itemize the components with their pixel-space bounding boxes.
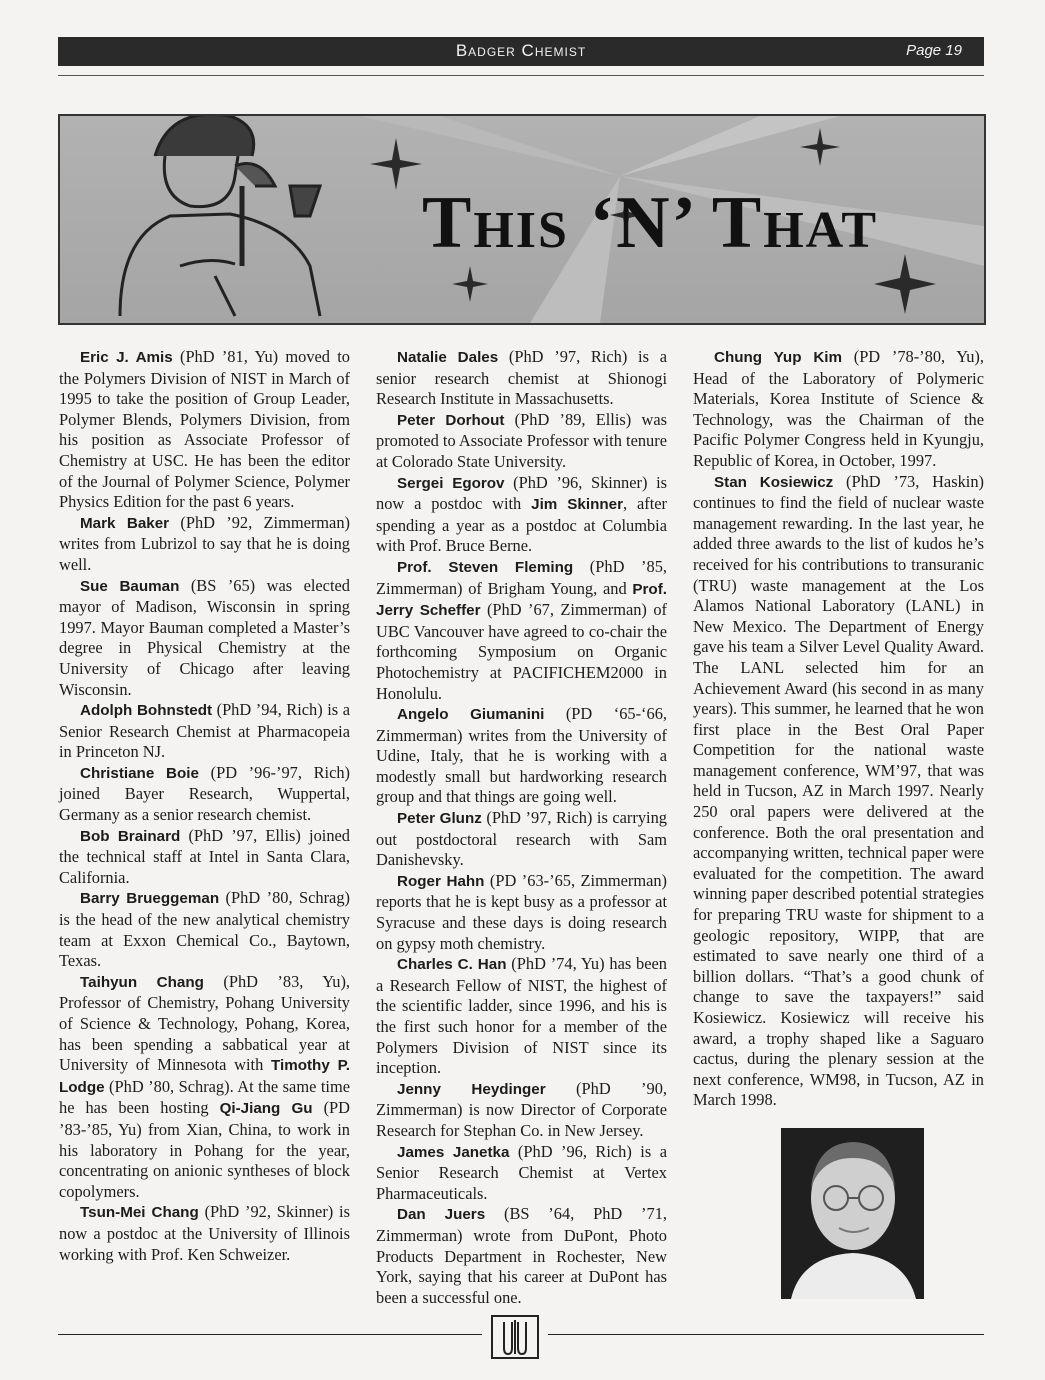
news-text: (PhD ’96, Skinner) is now a postdoc with bbox=[376, 472, 668, 514]
news-item bbox=[693, 347, 984, 472]
article-column-3 bbox=[693, 347, 984, 1111]
news-text: (PhD ’97, Rich) is a senior research chemist at Shionogi Research Institute in Massachusetts. bbox=[376, 347, 667, 409]
news-text: (PhD ’90, Zimmerman) is now Director of Corporate Research for Stephan Co. in New Jersey. bbox=[376, 1078, 667, 1140]
news-item bbox=[59, 576, 350, 701]
person-name: Natalie Dales bbox=[397, 349, 499, 366]
news-text: (PD ‘65-‘66, Zimmerman) writes from the University of Udine, Italy, that he is working with a modestly small but hardworking research group and that things are going well. bbox=[376, 704, 667, 807]
news-item bbox=[376, 871, 667, 954]
news-text: (PD ’63-’65, Zimmerman) reports that he is kept busy as a professor at Syracuse and these days is doing research on gypsy moth chemistry. bbox=[376, 870, 667, 953]
footer-rule bbox=[548, 1334, 984, 1335]
news-text: (PhD ’97, Ellis) joined the technical staff at Intel in Santa Clara, California. bbox=[59, 825, 350, 887]
news-item bbox=[376, 808, 667, 871]
person-name: Tsun-Mei Chang bbox=[80, 1204, 199, 1222]
person-name: Mark Baker bbox=[80, 514, 170, 532]
news-item bbox=[59, 700, 350, 763]
person-name: Chung Yup Kim bbox=[714, 349, 843, 366]
news-item bbox=[59, 347, 350, 513]
news-text: (PhD ’96, Rich) is a Senior Research Chemist at Vertex Pharmaceuticals. bbox=[376, 1141, 667, 1203]
news-item bbox=[376, 954, 667, 1079]
news-item bbox=[376, 347, 667, 410]
news-item bbox=[376, 473, 667, 557]
uw-crest-icon bbox=[484, 1314, 546, 1360]
news-text: (PhD ’97, Rich) is carrying out postdoctoral research with Sam Danishevsky. bbox=[376, 808, 667, 870]
news-item bbox=[59, 972, 350, 1203]
article-column-1 bbox=[59, 347, 350, 1265]
news-text: (PhD ’73, Haskin) continues to find the field of nuclear waste management rewarding. In the last year, he added three awards to the list of kudos he’s received for his contributions to transuranic (TRU) waste management at the Los Alamos National Laboratory (LANL) in New Mexico. The Department of Energy gave his team a Silver Level Quality Award. The LANL selected him for an Achievement Award (his second in as many years). This summer, he learned that he won first place in the Best Oral Paper Competition for the national waste management conference, WM’97, that was held in Tucson, AZ in March 1997. Nearly 250 oral papers were delivered at the conference. Both the oral presentation and accompanying written, technical paper were evaluated for the competition. The award winning paper described potential strategies for preparing TRU waste for shipment to a geologic repository, WIPP, that are estimated to save nearly one third of a billion dollars. “That’s a good chunk of change to save the taxpayers!” said Kosiewicz. Kosiewicz will receive his award, a trophy shaped like a Saguaro cactus, during the plenary session at the next conference, WM98, in Tucson, AZ in March 1998. bbox=[693, 471, 984, 1110]
person-name: Sue Bauman bbox=[80, 577, 180, 595]
news-text: (PhD ’80, Schrag) is the head of the new analytical chemistry team at Exxon Chemical Co., Baytown, Texas. bbox=[59, 888, 350, 971]
person-name: Taihyun Chang bbox=[80, 973, 204, 991]
news-item bbox=[376, 557, 667, 704]
news-text: (PhD ’80, Schrag). At the same time he has been hosting bbox=[59, 1076, 350, 1118]
news-item bbox=[693, 472, 984, 1111]
person-name: Prof. Jerry Scheffer bbox=[376, 580, 667, 620]
news-text: , after spending a year as a postdoc at Columbia with Prof. Bruce Berne. bbox=[376, 494, 667, 556]
person-name: Prof. Steven Fleming bbox=[397, 558, 574, 576]
news-text: (PhD ’85, Zimmerman) of Brigham Young, and bbox=[376, 556, 667, 598]
person-name: Roger Hahn bbox=[397, 872, 485, 890]
header-rule bbox=[58, 75, 984, 76]
person-name: Jim Skinner bbox=[531, 496, 623, 514]
person-name: Timothy P. Lodge bbox=[59, 1057, 350, 1096]
person-name: Bob Brainard bbox=[80, 827, 181, 845]
news-item bbox=[376, 1079, 667, 1142]
chemist-figure bbox=[120, 116, 320, 316]
news-text: (PhD ’94, Rich) is a Senior Research Chemist at Pharmacopeia in Princeton NJ. bbox=[59, 700, 350, 762]
person-name: Dan Juers bbox=[397, 1206, 486, 1224]
person-name: Christiane Boie bbox=[80, 764, 199, 782]
news-item bbox=[376, 1204, 667, 1308]
news-text: (BS ’65) was elected mayor of Madison, Wisconsin in spring 1997. Mayor Bauman completed a Master’s degree in Physical Chemistry at the University of Chicago after leaving Wisconsin. bbox=[59, 575, 350, 699]
person-name: Peter Glunz bbox=[397, 810, 482, 828]
section-banner bbox=[58, 114, 986, 325]
news-text: (BS ’64, PhD ’71, Zimmerman) wrote from DuPont, Photo Products Department in Rochester, New York, saying that his career at DuPont has been a successful one. bbox=[376, 1204, 667, 1307]
news-text: (PhD ’74, Yu) has been a Research Fellow of NIST, the highest of the scientific ladder, since 1996, and his is the first such honor for a member of the Polymers Division of NIST since its inception. bbox=[376, 954, 667, 1078]
person-name: Sergei Egorov bbox=[397, 474, 505, 492]
news-text: (PD ’83-’85, Yu) from Xian, China, to work in his laboratory in Pohang for the year, concentrating on anionic syntheses of block copolymers. bbox=[59, 1098, 350, 1201]
person-name: Jenny Heydinger bbox=[397, 1080, 546, 1098]
article-column-2 bbox=[376, 347, 667, 1308]
news-text: (PhD ’67, Zimmerman) of UBC Vancouver have agreed to co-chair the forthcoming Symposium on Organic Photochemistry at PACIFICHEM2000 in Honolulu. bbox=[376, 600, 667, 703]
news-item bbox=[59, 1202, 350, 1265]
person-name: Barry Brueggeman bbox=[80, 890, 220, 908]
banner-title: This ‘N’ That bbox=[422, 182, 879, 264]
person-name: Peter Dorhout bbox=[397, 411, 505, 429]
person-name: Angelo Giumanini bbox=[397, 706, 545, 724]
footer-rule bbox=[58, 1334, 482, 1335]
news-item bbox=[59, 513, 350, 576]
person-name: Adolph Bohnstedt bbox=[80, 702, 213, 720]
news-item bbox=[59, 826, 350, 889]
person-name: Qi-Jiang Gu bbox=[219, 1100, 313, 1118]
person-name: Stan Kosiewicz bbox=[714, 473, 834, 491]
news-text: (PD ’96-’97, Rich) joined Bayer Research, Wuppertal, Germany as a senior research chemist. bbox=[59, 762, 351, 825]
header-bar bbox=[58, 37, 984, 66]
news-item bbox=[376, 704, 667, 808]
news-item bbox=[376, 410, 667, 473]
person-name: Charles C. Han bbox=[397, 956, 507, 974]
news-text: (PhD ’92, Zimmerman) writes from Lubrizol to say that he is doing well. bbox=[59, 512, 350, 574]
person-name: Eric J. Amis bbox=[80, 349, 173, 366]
news-item bbox=[376, 1142, 667, 1205]
news-text: (PD ’78-’80, Yu), Head of the Laboratory of Polymeric Materials, Korea Institute of Science & Technology, was the Chairman of the Pacific Polymer Congress held in Kyungju, Republic of Korea, in October, 1997. bbox=[693, 347, 984, 470]
page-number: Page 19 bbox=[906, 42, 962, 59]
person-name: James Janetka bbox=[397, 1143, 510, 1161]
news-text: (PhD ’92, Skinner) is now a postdoc at the University of Illinois working with Prof. Ken Schweizer. bbox=[59, 1202, 350, 1264]
news-item bbox=[59, 763, 350, 826]
portrait-photo bbox=[781, 1128, 924, 1299]
news-text: (PhD ’81, Yu) moved to the Polymers Division of NIST in March of 1995 to take the position of Group Leader, Polymer Blends, Polymers Division, from his position as Associate Professor of Chemistry at USC. He has been the editor of the Journal of Polymer Science, Polymer Physics Edition for the past 6 years. bbox=[59, 347, 350, 512]
news-item bbox=[59, 888, 350, 971]
news-text: (PhD ’83, Yu), Professor of Chemistry, Pohang University of Science & Technology, Pohang, Korea, has been spending a sabbatical year at University of Minnesota with bbox=[59, 971, 350, 1075]
publication-title: Badger Chemist bbox=[455, 41, 587, 60]
news-text: (PhD ’89, Ellis) was promoted to Associate Professor with tenure at Colorado State University. bbox=[376, 409, 667, 471]
